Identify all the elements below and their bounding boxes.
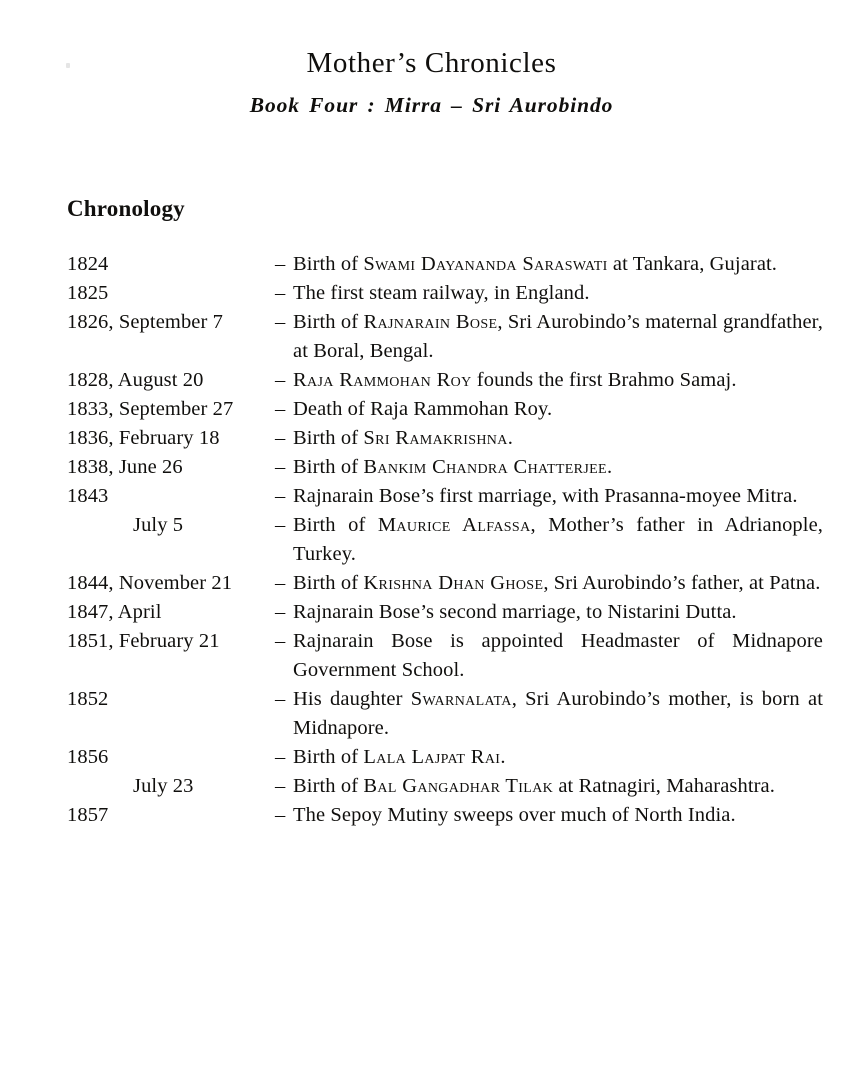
- entry-date: 1833, September 27: [67, 398, 234, 420]
- entry-text: Birth of Sri Ramakrishna.: [293, 427, 513, 449]
- entry-date: 1844, November 21: [67, 572, 233, 594]
- chronology-entry: [67, 598, 823, 627]
- entry-text: Rajnarain Bose’s second marriage, to Nistarini Dutta.: [293, 601, 737, 623]
- chronology-entry: [67, 569, 823, 598]
- entry-text: Rajnarain Bose’s first marriage, with Prasanna-moyee Mitra.: [293, 485, 798, 507]
- entry-dash: –: [275, 253, 286, 275]
- chronology-entry: [67, 511, 823, 569]
- entry-dash: –: [275, 369, 286, 391]
- entry-dash: –: [275, 746, 286, 768]
- entry-text: Birth of Rajnarain Bose, Sri Aurobindo’s maternal grandfather, at Boral, Bengal.: [293, 311, 823, 362]
- chronology-entry: [67, 279, 823, 308]
- entry-text: Raja Rammohan Roy founds the first Brahmo Samaj.: [293, 369, 737, 391]
- entry-text: The Sepoy Mutiny sweeps over much of North India.: [293, 804, 736, 826]
- entry-dash: –: [275, 427, 286, 449]
- entry-date: 1843: [67, 485, 109, 507]
- entry-date: 1851, February 21: [67, 630, 220, 652]
- entry-text: Birth of Bal Gangadhar Tilak at Ratnagiri, Maharashtra.: [293, 775, 775, 797]
- document-title: Mother’s Chronicles: [306, 47, 557, 79]
- chronology-entry: [67, 395, 823, 424]
- entry-dash: –: [275, 282, 286, 304]
- chronology-entry: [67, 801, 823, 830]
- section-heading-chronology: Chronology: [67, 196, 185, 221]
- chronology-entry: [67, 366, 823, 395]
- chronology-entry: [67, 453, 823, 482]
- entry-date: July 5: [133, 514, 184, 536]
- document-subtitle: Book Four : Mirra – Sri Aurobindo: [249, 93, 614, 118]
- entry-dash: –: [275, 514, 286, 536]
- entry-date: 1847, April: [67, 601, 162, 623]
- entry-text: Birth of Bankim Chandra Chatterjee.: [293, 456, 613, 478]
- chronology-entry: [67, 627, 823, 685]
- entry-text: Rajnarain Bose is appointed Headmaster of Midnapore Government School.: [293, 630, 823, 681]
- chronology-entry: [67, 308, 823, 366]
- entry-text: His daughter Swarnalata, Sri Aurobindo’s mother, is born at Midnapore.: [293, 688, 823, 739]
- entry-date: 1857: [67, 804, 109, 826]
- chronology-entry: [67, 772, 823, 801]
- chronology-entry: [67, 685, 823, 743]
- entry-dash: –: [275, 311, 286, 333]
- entry-text: The first steam railway, in England.: [293, 282, 590, 304]
- entry-date: 1852: [67, 688, 109, 710]
- entry-dash: –: [275, 630, 286, 652]
- entry-dash: –: [275, 456, 286, 478]
- entry-text: Birth of Lala Lajpat Rai.: [293, 746, 506, 768]
- entry-dash: –: [275, 601, 286, 623]
- entry-dash: –: [275, 688, 286, 710]
- entry-dash: –: [275, 485, 286, 507]
- entry-date: 1856: [67, 746, 109, 768]
- title-block: [0, 47, 863, 118]
- entry-date: 1828, August 20: [67, 369, 204, 391]
- chronology-list: [67, 250, 823, 830]
- entry-text: Birth of Maurice Alfassa, Mother’s father in Adrianople, Turkey.: [293, 514, 823, 565]
- chronology-entry: [67, 424, 823, 453]
- entry-dash: –: [275, 398, 286, 420]
- entry-date: July 23: [133, 775, 194, 797]
- entry-text: Birth of Krishna Dhan Ghose, Sri Aurobindo’s father, at Patna.: [293, 572, 821, 594]
- entry-text: Death of Raja Rammohan Roy.: [293, 398, 553, 420]
- entry-dash: –: [275, 572, 286, 594]
- chronology-entry: [67, 482, 823, 511]
- entry-dash: –: [275, 775, 286, 797]
- entry-date: 1825: [67, 282, 109, 304]
- entry-date: 1836, February 18: [67, 427, 220, 449]
- entry-text: Birth of Swami Dayananda Saraswati at Tankara, Gujarat.: [293, 253, 778, 275]
- entry-date: 1826, September 7: [67, 311, 223, 333]
- chronology-entry: [67, 743, 823, 772]
- entry-dash: –: [275, 804, 286, 826]
- entry-date: 1838, June 26: [67, 456, 183, 478]
- entry-date: 1824: [67, 253, 109, 275]
- chronology-entry: [67, 250, 823, 279]
